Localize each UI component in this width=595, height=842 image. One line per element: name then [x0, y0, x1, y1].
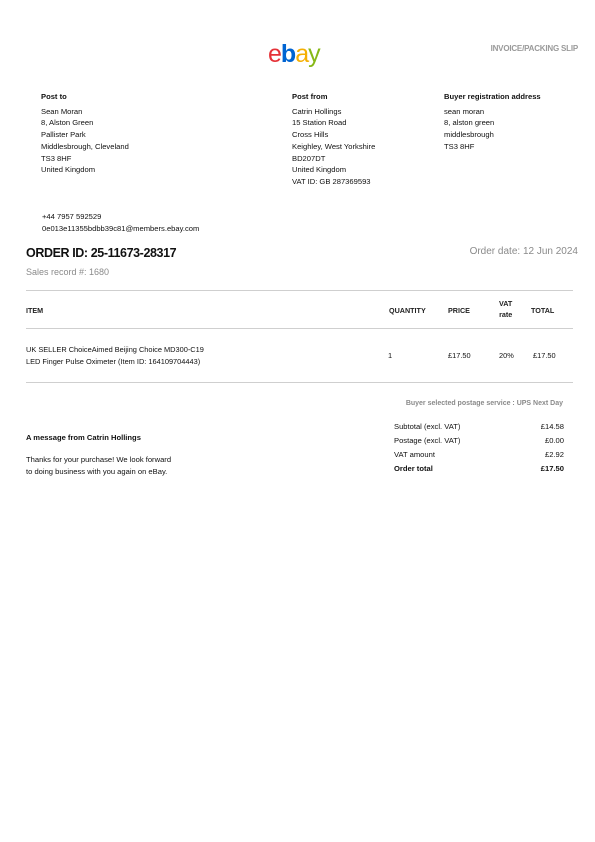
address-line: Keighley, West Yorkshire [292, 141, 376, 151]
column-header-price: PRICE [448, 306, 470, 315]
table-top-divider [26, 290, 573, 291]
post-from-address [292, 91, 375, 188]
table-bottom-divider [26, 382, 573, 383]
order-date: Order date: 12 Jun 2024 [469, 246, 578, 257]
seller-message-body: Thanks for your purchase! We look forward to doing business with you again on eBay. [26, 455, 172, 476]
buyer-contact [42, 211, 199, 234]
address-line: United Kingdom [41, 165, 96, 175]
address-line: Catrin Hollings [292, 106, 342, 116]
item-price: £17.50 [448, 351, 471, 360]
address-line: sean moran [444, 106, 485, 116]
sales-record: Sales record #: 1680 [26, 267, 110, 277]
vat-amount-value: £2.92 [544, 450, 564, 459]
address-line: 8, Alston Green [41, 118, 94, 128]
vat-amount-label: VAT amount [394, 450, 435, 459]
post-to-address [41, 91, 129, 176]
column-header-total: TOTAL [531, 306, 555, 315]
document-title: INVOICE/PACKING SLIP [490, 44, 578, 53]
item-description-line: LED Finger Pulse Oximeter (Item ID: 164109704443) [26, 356, 201, 366]
column-header-item: ITEM [26, 306, 44, 315]
item-quantity: 1 [388, 351, 393, 360]
item-description [26, 344, 204, 367]
address-line: middlesbrough [444, 130, 494, 140]
column-header-vat-rate-line2: rate [499, 310, 513, 319]
column-header-vat-rate-line1: VAT [499, 299, 513, 308]
buyer-registration-address [444, 91, 541, 153]
address-line: BD207DT [292, 153, 326, 163]
item-total: £17.50 [533, 351, 556, 360]
postage-value: £0.00 [544, 436, 564, 445]
subtotal-label: Subtotal (excl. VAT) [394, 422, 461, 431]
seller-message-heading: A message from Catrin Hollings [26, 433, 141, 442]
postage-label: Postage (excl. VAT) [394, 436, 461, 445]
buyer-phone: +44 7957 592529 [42, 212, 102, 221]
address-line: Cross Hills [292, 130, 329, 140]
buyer-email: 0e013e11355bdbb39c81@members.ebay.com [42, 223, 200, 233]
column-header-vat-rate [499, 298, 512, 320]
address-line: TS3 8HF [41, 153, 72, 163]
address-line: 8, alston green [444, 118, 495, 128]
address-line: Pallister Park [41, 130, 86, 140]
address-line: TS3 8HF [444, 141, 475, 151]
order-total-value: £17.50 [540, 464, 564, 473]
post-from-heading: Post from [292, 92, 328, 101]
order-total-label: Order total [394, 464, 433, 473]
ebay-logo: ebay [268, 40, 320, 68]
address-line: Sean Moran [41, 106, 83, 116]
column-header-quantity: QUANTITY [389, 306, 426, 315]
address-line: 15 Station Road [292, 118, 347, 128]
table-header-divider [26, 328, 573, 329]
postage-service: Buyer selected postage service : UPS Next Day [405, 400, 563, 407]
order-id: ORDER ID: 25-11673-28317 [26, 246, 177, 260]
buyer-registration-heading: Buyer registration address [444, 92, 541, 101]
address-line: Middlesbrough, Cleveland [41, 141, 129, 151]
item-description-line: UK SELLER ChoiceAimed Beijing Choice MD300-C19 [26, 345, 204, 354]
post-to-heading: Post to [41, 92, 67, 101]
subtotal-value: £14.58 [540, 422, 564, 431]
address-line: United Kingdom [292, 165, 347, 175]
item-vat-rate: 20% [499, 351, 514, 360]
vat-id: VAT ID: GB 287369593 [292, 176, 371, 186]
